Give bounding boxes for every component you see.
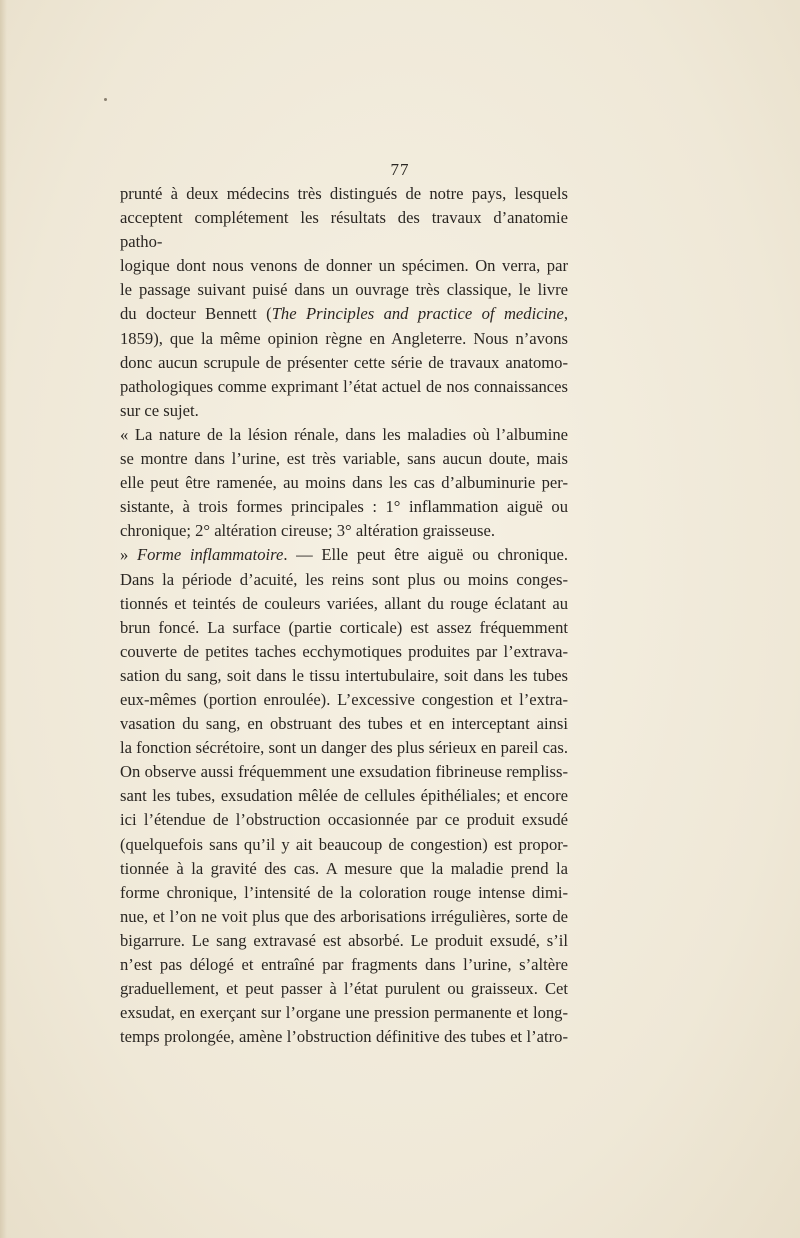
paper-speck [104, 98, 107, 101]
text-line: la fonction sécrétoire, sont un danger des plus sérieux en pareil cas. [120, 738, 568, 758]
text-line: eux-mêmes (portion enroulée). L’excessive congestion et l’extra- [120, 689, 568, 709]
text-line: temps prolongée, amène l’obstruction définitive des tubes et l’atro- [120, 1027, 568, 1047]
text-line: graduellement, et peut passer à l’état purulent ou graisseux. Cet [120, 979, 568, 999]
text-line: « La nature de la lésion rénale, dans les maladies où l’albumine [120, 424, 568, 444]
text-line: acceptent complétement les résultats des travaux d’anatomie patho- [120, 208, 568, 252]
text-line: chronique; 2° altération cireuse; 3° altération graisseuse. [120, 521, 495, 541]
text-line: pathologiques comme exprimant l’état actuel de nos connaissances [120, 376, 568, 396]
text-line: Dans la période d’acuité, les reins sont plus ou moins conges- [120, 569, 568, 589]
text-line: forme chronique, l’intensité de la coloration rouge intense dimi- [120, 882, 568, 902]
text-line: le passage suivant puisé dans un ouvrage très classique, le livre [120, 280, 568, 300]
text-line: elle peut être ramenée, au moins dans les cas d’albuminurie per- [120, 473, 568, 493]
text-line: ici l’étendue de l’obstruction occasionnée par ce produit exsudé [120, 810, 568, 830]
text-line: logique dont nous venons de donner un spécimen. On verra, par [120, 256, 568, 276]
text-line: vasation du sang, en obstruant des tubes et en interceptant ainsi [120, 714, 568, 734]
body-text [120, 182, 568, 1049]
text-line: (quelquefois sans qu’il y ait beaucoup de congestion) est propor- [120, 834, 568, 854]
text-line: sant les tubes, exsudation mêlée de cellules épithéliales; et encore [120, 786, 568, 806]
text-line: prunté à deux médecins très distingués de notre pays, lesquels [120, 184, 568, 203]
text-line: n’est pas délogé et entraîné par fragments dans l’urine, s’altère [120, 955, 568, 974]
text-line: exsudat, en exerçant sur l’organe une pression permanente et long- [120, 1003, 568, 1023]
text-line: brun foncé. La surface (partie corticale) est assez fréquemment [120, 617, 568, 637]
page-edge-shadow [0, 0, 7, 1238]
page-number: 77 [390, 160, 410, 179]
text-line: tionnés et teintés de couleurs variées, allant du rouge éclatant au [120, 593, 568, 613]
text-line: se montre dans l’urine, est très variable, sans aucun doute, mais [120, 449, 568, 469]
text-line: du docteur Bennett (The Principles and practice of medicine, [120, 304, 568, 324]
text-line: couverte de petites taches ecchymotiques produites par l’extrava- [120, 641, 568, 661]
text-line: On observe aussi fréquemment une exsudation fibrineuse rempliss- [120, 762, 568, 782]
text-line: nue, et l’on ne voit plus que des arborisations irrégulières, sorte de [120, 906, 568, 926]
text-line: sistante, à trois formes principales : 1° inflammation aiguë ou [120, 497, 568, 517]
text-line: » Forme inflammatoire. — Elle peut être aiguë ou chronique. [120, 545, 569, 565]
italic-title: The Principles and practice of medicine [271, 304, 564, 324]
text-line: donc aucun scrupule de présenter cette série de travaux anatomo- [120, 352, 568, 372]
text-line: sation du sang, soit dans le tissu intertubulaire, soit dans les tubes [120, 665, 568, 685]
italic-title: Forme inflammatoire [136, 545, 284, 565]
text-line: 1859), que la même opinion règne en Angleterre. Nous n’avons [120, 328, 568, 348]
text-line: tionnée à la gravité des cas. A mesure que la maladie prend la [120, 858, 568, 878]
text-line: bigarrure. Le sang extravasé est absorbé. Le produit exsudé, s’il [120, 930, 568, 950]
text-line: sur ce sujet. [120, 400, 199, 420]
